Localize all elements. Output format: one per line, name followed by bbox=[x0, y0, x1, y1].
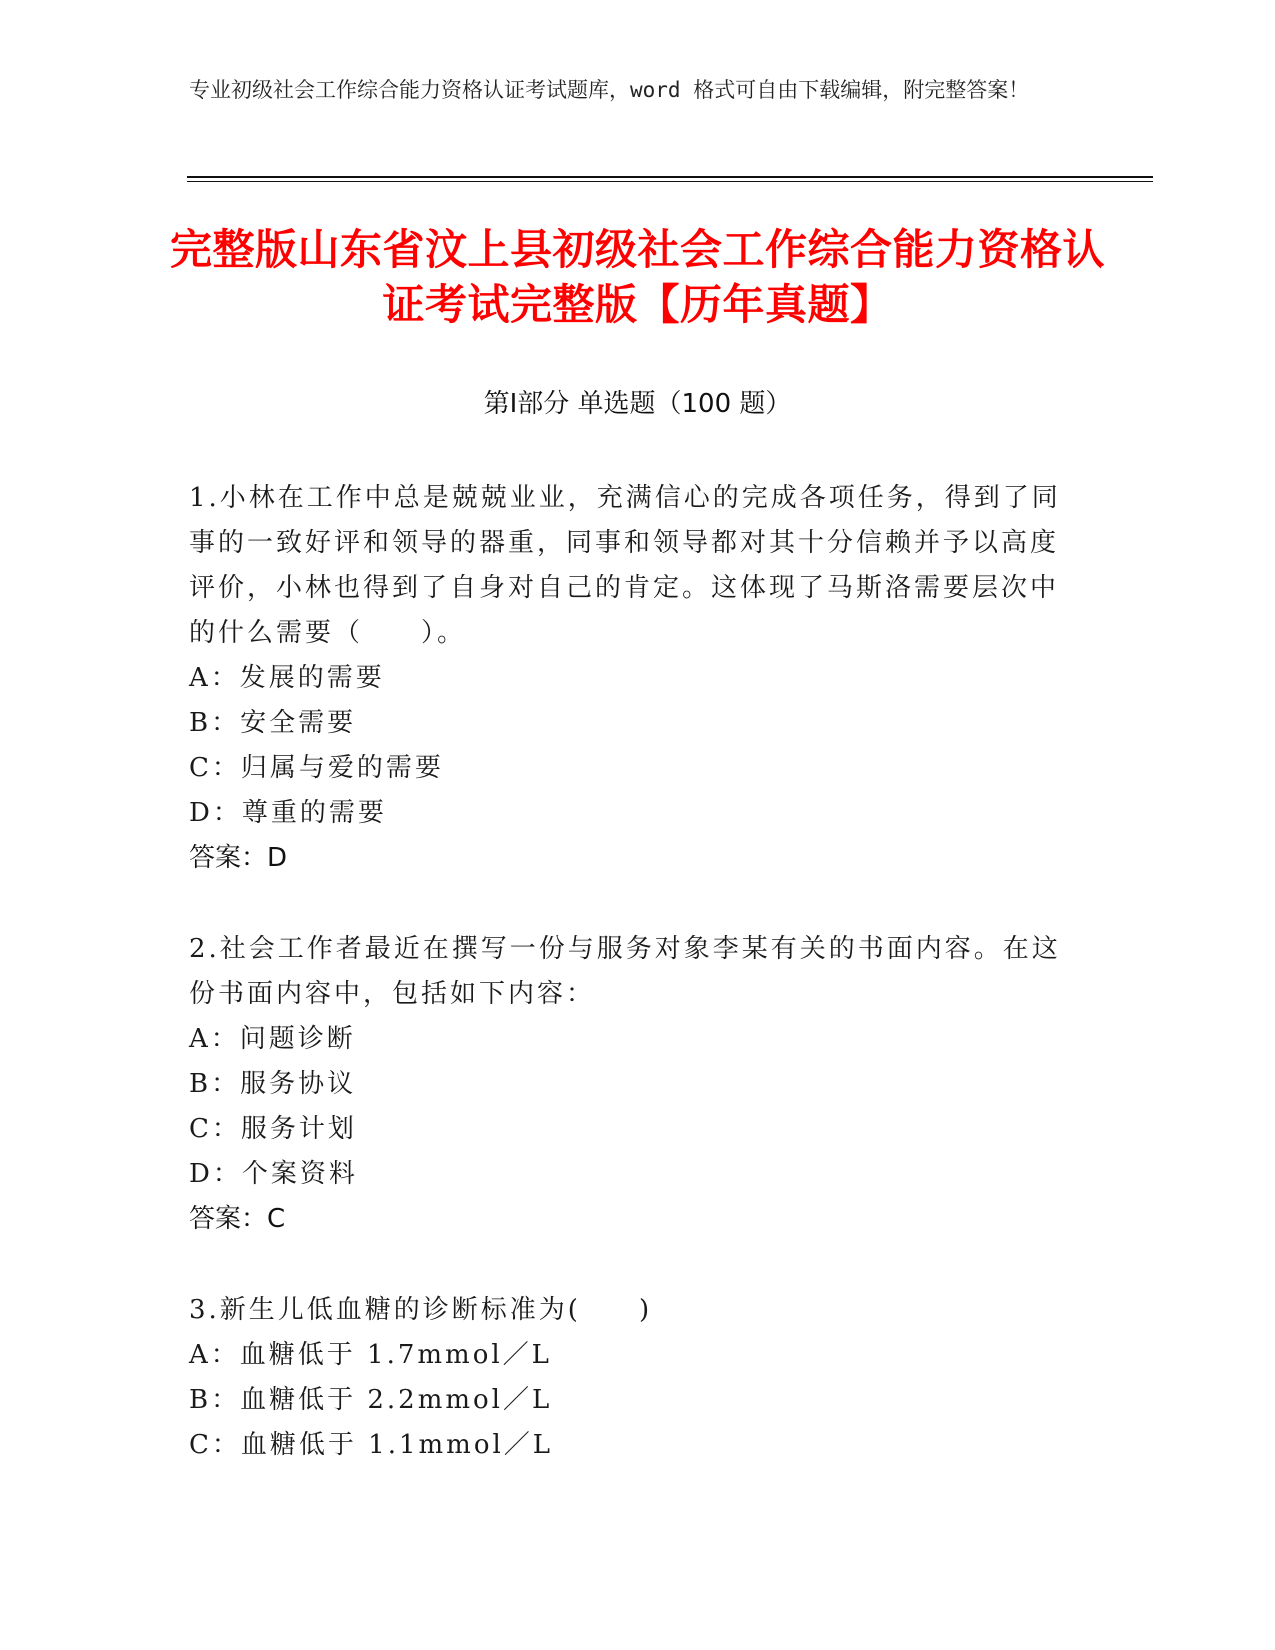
header-divider-thin bbox=[187, 181, 1153, 182]
option-c: C：血糖低于 1.1mmol／L bbox=[189, 1430, 554, 1460]
question-2 bbox=[189, 927, 1069, 1242]
option-c: C：归属与爱的需要 bbox=[189, 753, 444, 783]
header-divider-thick bbox=[187, 176, 1153, 178]
question-3 bbox=[189, 1288, 1069, 1468]
option-a: A：血糖低于 1.7mmol／L bbox=[189, 1340, 552, 1370]
question-text: 1.小林在工作中总是兢兢业业，充满信心的完成各项任务，得到了同事的一致好评和领导的器重，同事和领导都对其十分信赖并予以高度评价，小林也得到了自身对自己的肯定。这体现了马斯洛需要层次中的什么需要（ ）。 bbox=[189, 483, 1061, 648]
option-d: D：尊重的需要 bbox=[189, 798, 387, 828]
section-heading: 第Ⅰ部分 单选题（100 题） bbox=[483, 389, 792, 419]
question-text: 3.新生儿低血糖的诊断标准为( ) bbox=[189, 1295, 653, 1325]
option-b: B：服务协议 bbox=[189, 1069, 357, 1099]
answer: 答案：D bbox=[189, 843, 288, 873]
option-c: C：服务计划 bbox=[189, 1114, 357, 1144]
option-a: A：问题诊断 bbox=[189, 1024, 356, 1054]
option-a: A：发展的需要 bbox=[189, 663, 385, 693]
answer: 答案：C bbox=[189, 1204, 286, 1234]
question-text: 2.社会工作者最近在撰写一份与服务对象李某有关的书面内容。在这份书面内容中，包括如下内容： bbox=[189, 934, 1061, 1009]
option-b: B：血糖低于 2.2mmol／L bbox=[189, 1385, 553, 1415]
question-list bbox=[189, 476, 1069, 1514]
document-title: 完整版山东省汶上县初级社会工作综合能力资格认证考试完整版【历年真题】 bbox=[169, 225, 1105, 329]
question-1 bbox=[189, 476, 1069, 881]
option-b: B：安全需要 bbox=[189, 708, 357, 738]
header-note: 专业初级社会工作综合能力资格认证考试题库，word 格式可自由下载编辑，附完整答案！ bbox=[189, 78, 1030, 102]
option-d: D：个案资料 bbox=[189, 1159, 358, 1189]
